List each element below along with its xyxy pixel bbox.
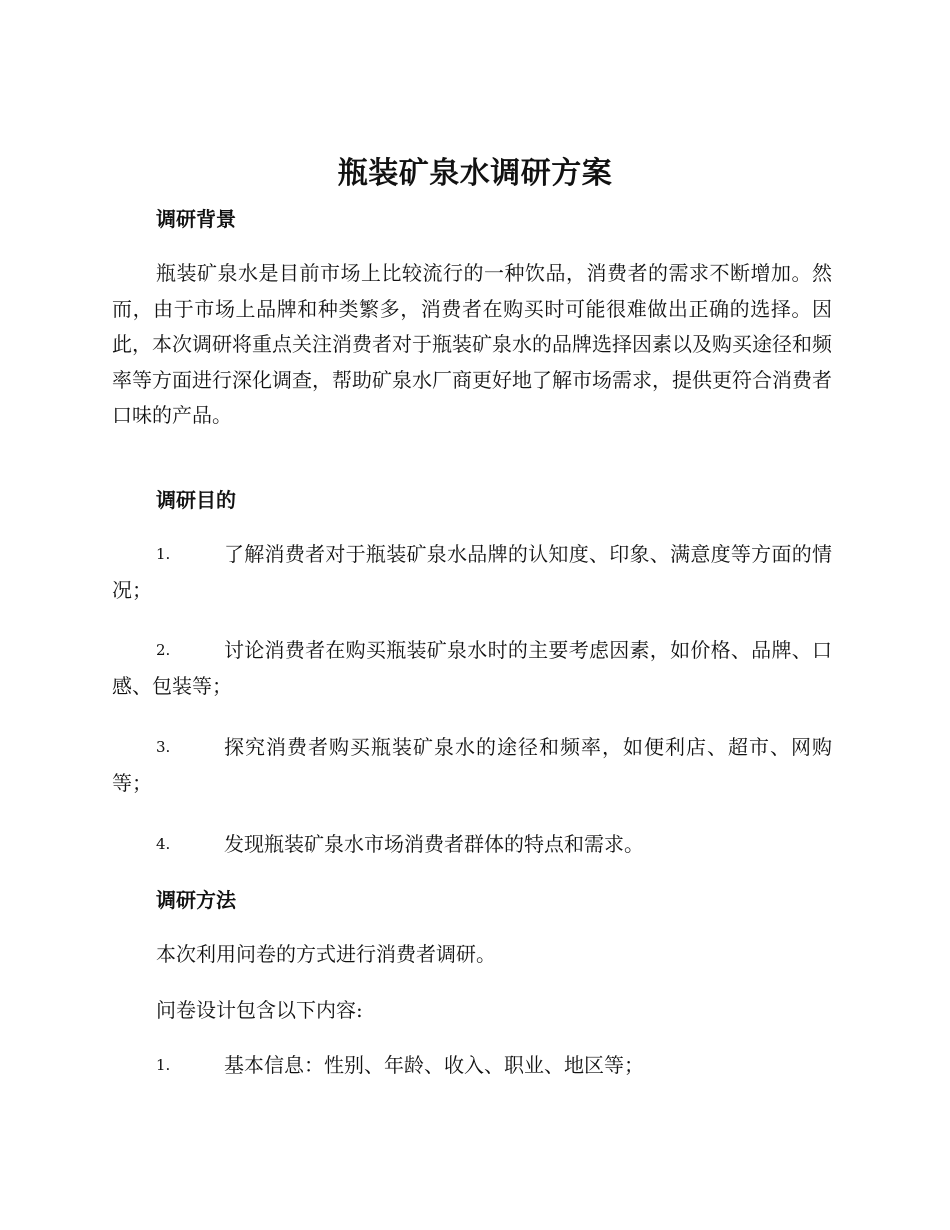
list-item-number: 4. bbox=[156, 835, 171, 853]
document-title: 瓶装矿泉水调研方案 bbox=[337, 156, 613, 191]
section-heading-background: 调研背景 bbox=[156, 207, 236, 231]
section-heading-method: 调研方法 bbox=[156, 888, 236, 912]
section-heading-purpose: 调研目的 bbox=[156, 488, 236, 512]
list-item-number: 2. bbox=[156, 641, 171, 659]
list-item bbox=[112, 633, 832, 704]
list-item-text: 发现瓶装矿泉水市场消费者群体的特点和需求。 bbox=[224, 832, 644, 856]
list-item-number: 1. bbox=[156, 545, 171, 563]
list-item-text: 探究消费者购买瓶装矿泉水的途径和频率，如便利店、超市、网购等； bbox=[112, 735, 832, 795]
list-item bbox=[112, 537, 832, 608]
list-item bbox=[112, 1048, 832, 1084]
list-item bbox=[112, 730, 832, 801]
method-line: 问卷设计包含以下内容: bbox=[156, 998, 363, 1022]
background-paragraph: 瓶装矿泉水是目前市场上比较流行的一种饮品，消费者的需求不断增加。然而，由于市场上品牌和种类繁多，消费者在购买时可能很难做出正确的选择。因此，本次调研将重点关注消费者对于瓶装矿泉水的品牌选择因素以及购买途径和频率等方面进行深化调查，帮助矿泉水厂商更好地了解市场需求，提供更符合消费者口味的产品。 bbox=[112, 261, 832, 427]
list-item-number: 1. bbox=[156, 1056, 171, 1074]
list-item-text: 讨论消费者在购买瓶装矿泉水时的主要考虑因素，如价格、品牌、口感、包装等； bbox=[112, 638, 832, 698]
list-item-text: 基本信息：性别、年龄、收入、职业、地区等； bbox=[224, 1053, 644, 1077]
list-item-number: 3. bbox=[156, 738, 171, 756]
list-item-text: 了解消费者对于瓶装矿泉水品牌的认知度、印象、满意度等方面的情况； bbox=[112, 542, 832, 602]
list-item bbox=[112, 827, 832, 863]
method-line: 本次利用问卷的方式进行消费者调研。 bbox=[156, 942, 496, 966]
